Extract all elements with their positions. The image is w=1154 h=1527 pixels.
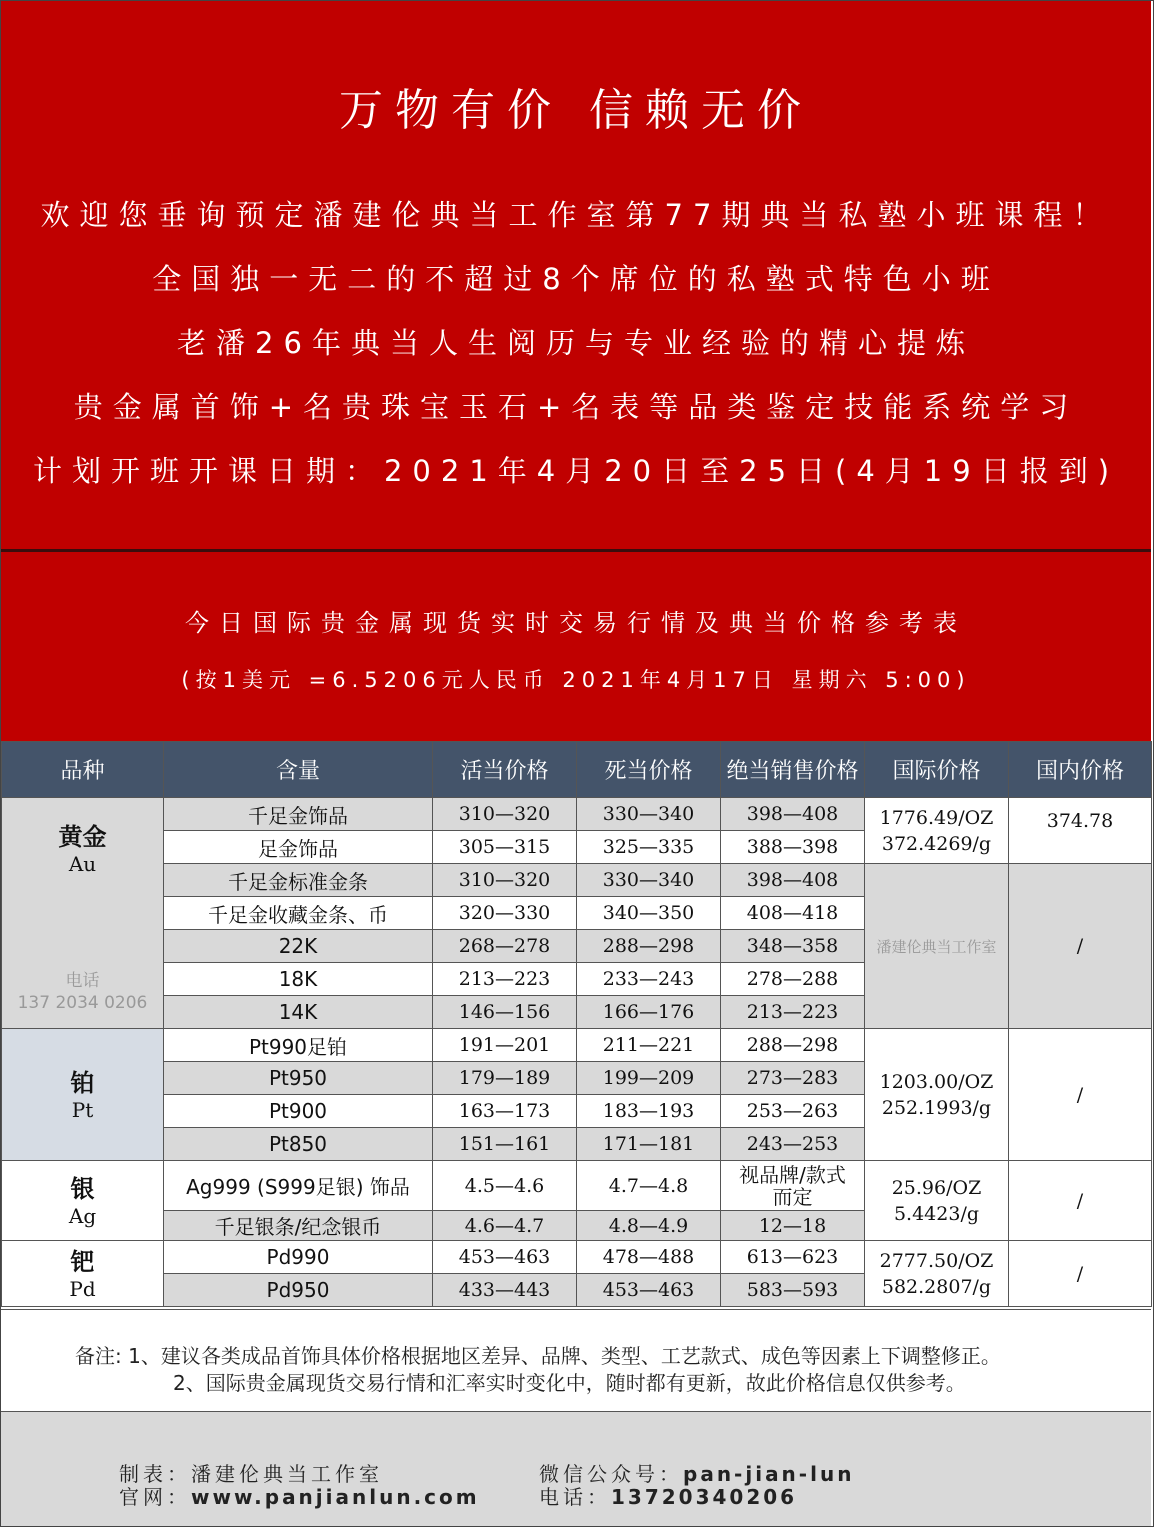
live-price: 310—320: [433, 864, 577, 897]
intl-g-palladium: 582.2807/g: [881, 1275, 992, 1298]
intl-price-silver: [865, 1161, 1009, 1241]
sale-price: 243—253: [721, 1128, 865, 1161]
header-live-pawn: 活当价格: [433, 742, 577, 798]
live-price: 268—278: [433, 930, 577, 963]
dead-price: 166—176: [577, 996, 721, 1029]
intl-price-platinum: [865, 1029, 1009, 1161]
live-price: 310—320: [433, 798, 577, 831]
table-row: [2, 1241, 1152, 1274]
maker-name: 潘建伦典当工作室: [191, 1462, 383, 1486]
sale-price: 12—18: [721, 1211, 865, 1241]
dead-price: 288—298: [577, 930, 721, 963]
dead-price: 4.7—4.8: [577, 1161, 721, 1211]
quote-banner: [1, 552, 1151, 741]
sale-price: 视品牌/款式而定: [721, 1161, 865, 1211]
item-name: 千足银条/纪念银币: [164, 1211, 433, 1241]
note-line-1: 备注: 1、建议各类成品首饰具体价格根据地区差异、品牌、类型、工艺款式、成色等因素上下调整修正。: [75, 1344, 1001, 1368]
item-name: 千足金饰品: [164, 798, 433, 831]
header-content: 含量: [164, 742, 433, 798]
item-name: 足金饰品: [164, 831, 433, 864]
metal-name-palladium: 钯: [70, 1247, 95, 1276]
promo-line-curriculum: 贵金属首饰+名贵珠宝玉石+名表等品类鉴定技能系统学习: [73, 390, 1079, 424]
sale-price: 288—298: [721, 1029, 865, 1062]
sale-price: 273—283: [721, 1062, 865, 1095]
dead-price: 199—209: [577, 1062, 721, 1095]
metal-symbol-platinum: Pt: [71, 1097, 94, 1122]
live-price: 179—189: [433, 1062, 577, 1095]
footer: [1, 1411, 1151, 1526]
live-price: 151—161: [433, 1128, 577, 1161]
metal-symbol-gold: Au: [68, 852, 97, 876]
intl-oz-gold: 1776.49/OZ: [879, 806, 994, 829]
item-name: Pd990: [164, 1241, 433, 1274]
site-link[interactable]: www.panjianlun.com: [191, 1485, 480, 1509]
dead-price: 171—181: [577, 1128, 721, 1161]
live-price: 433—443: [433, 1274, 577, 1307]
live-price: 191—201: [433, 1029, 577, 1062]
item-name: 14K: [164, 996, 433, 1029]
dead-price: 340—350: [577, 897, 721, 930]
intl-oz-platinum: 1203.00/OZ: [879, 1070, 994, 1093]
sale-price: 348—358: [721, 930, 865, 963]
wechat-id: pan-jian-lun: [683, 1462, 855, 1486]
dead-price: 233—243: [577, 963, 721, 996]
live-price: 146—156: [433, 996, 577, 1029]
phone-number: 13720340206: [611, 1485, 798, 1509]
header-variety: 品种: [2, 742, 164, 798]
sale-price: 278—288: [721, 963, 865, 996]
header-domestic-price: 国内价格: [1009, 742, 1152, 798]
dead-price: 330—340: [577, 798, 721, 831]
dead-price: 211—221: [577, 1029, 721, 1062]
notes-section: [1, 1309, 1151, 1412]
header-intl-price: 国际价格: [865, 742, 1009, 798]
header-dead-pawn: 死当价格: [577, 742, 721, 798]
intl-price-gold: [865, 798, 1009, 864]
price-table: [1, 741, 1152, 1307]
item-name: Pt990足铂: [164, 1029, 433, 1062]
phone-label: 电话：: [539, 1485, 611, 1509]
quote-subtitle: (按1美元 =6.5206元人民币 2021年4月17日 星期六 5:00): [181, 668, 971, 692]
metal-cell-silver: [2, 1161, 164, 1241]
sale-price: 253—263: [721, 1095, 865, 1128]
dead-price: 478—488: [577, 1241, 721, 1274]
note-line-2: 2、国际贵金属现货交易行情和汇率实时变化中，随时都有更新，故此价格信息仅供参考。: [173, 1371, 966, 1395]
wechat-label: 微信公众号：: [539, 1462, 683, 1486]
intl-g-silver: 5.4423/g: [893, 1202, 980, 1225]
contact-phone: 137 2034 0206: [17, 993, 148, 1013]
metal-cell-platinum: [2, 1029, 164, 1161]
table-header-row: [2, 742, 1152, 798]
metal-symbol-palladium: Pd: [69, 1276, 96, 1301]
table-row: [2, 1161, 1152, 1211]
intl-g-platinum: 252.1993/g: [881, 1096, 992, 1119]
footer-phone: [539, 1481, 797, 1510]
metal-symbol-silver: Ag: [68, 1203, 97, 1228]
quote-title: 今日国际贵金属现货实时交易行情及典当价格参考表: [185, 609, 967, 637]
table-row: [2, 864, 1152, 897]
metal-name-silver: 银: [70, 1174, 95, 1203]
maker-label: 制表：: [119, 1462, 191, 1486]
item-name: 千足金收藏金条、币: [164, 897, 433, 930]
intl-g-gold: 372.4269/g: [881, 832, 992, 855]
item-name: Pt900: [164, 1095, 433, 1128]
item-name: Pt950: [164, 1062, 433, 1095]
metal-cell-gold: [2, 798, 164, 1029]
item-name: 千足金标准金条: [164, 864, 433, 897]
contact-label: 电话: [65, 971, 100, 991]
live-price: 4.5—4.6: [433, 1161, 577, 1211]
table-row: [2, 798, 1152, 831]
dead-price: 4.8—4.9: [577, 1211, 721, 1241]
sale-price: 398—408: [721, 864, 865, 897]
metal-name-gold: 黄金: [58, 823, 107, 851]
metal-name-platinum: 铂: [70, 1068, 95, 1097]
item-name: Pd950: [164, 1274, 433, 1307]
site-label: 官网：: [119, 1485, 191, 1509]
live-price: 305—315: [433, 831, 577, 864]
sale-price: 213—223: [721, 996, 865, 1029]
domestic-price-palladium: /: [1009, 1241, 1152, 1307]
metal-cell-palladium: [2, 1241, 164, 1307]
sale-price: 408—418: [721, 897, 865, 930]
promo-line-schedule: 计划开班开课日期：2021年4月20日至25日(4月19日报到): [32, 454, 1120, 488]
domestic-price-gold-bars: /: [1009, 864, 1152, 1029]
slogan: 万物有价 信赖无价: [339, 85, 813, 136]
sale-price: 388—398: [721, 831, 865, 864]
domestic-price-gold: 374.78: [1009, 798, 1152, 864]
intl-oz-silver: 25.96/OZ: [891, 1176, 982, 1199]
dead-price: 183—193: [577, 1095, 721, 1128]
domestic-price-silver: /: [1009, 1161, 1152, 1241]
footer-site: [119, 1481, 480, 1510]
item-name: 22K: [164, 930, 433, 963]
header-forfeit-sale: 绝当销售价格: [721, 742, 865, 798]
live-price: 453—463: [433, 1241, 577, 1274]
intl-oz-palladium: 2777.50/OZ: [879, 1249, 994, 1272]
domestic-price-platinum: /: [1009, 1029, 1152, 1161]
live-price: 213—223: [433, 963, 577, 996]
promo-line-experience: 老潘26年典当人生阅历与专业经验的精心提炼: [177, 326, 975, 360]
item-name: Pt850: [164, 1128, 433, 1161]
table-row: [2, 1029, 1152, 1062]
live-price: 320—330: [433, 897, 577, 930]
intl-price-palladium: [865, 1241, 1009, 1307]
promo-line-unique: 全国独一无二的不超过8个席位的私塾式特色小班: [152, 262, 1000, 296]
item-name: 18K: [164, 963, 433, 996]
live-price: 163—173: [433, 1095, 577, 1128]
promo-banner: [1, 1, 1151, 551]
sale-price: 398—408: [721, 798, 865, 831]
promo-line-welcome: 欢迎您垂询预定潘建伦典当工作室第77期典当私塾小班课程！: [40, 198, 1112, 232]
sale-price: 613—623: [721, 1241, 865, 1274]
live-price: 4.6—4.7: [433, 1211, 577, 1241]
studio-watermark: 潘建伦典当工作室: [865, 864, 1009, 1029]
item-name: Ag999 (S999足银) 饰品: [164, 1161, 433, 1211]
dead-price: 325—335: [577, 831, 721, 864]
sale-price: 583—593: [721, 1274, 865, 1307]
dead-price: 453—463: [577, 1274, 721, 1307]
dead-price: 330—340: [577, 864, 721, 897]
